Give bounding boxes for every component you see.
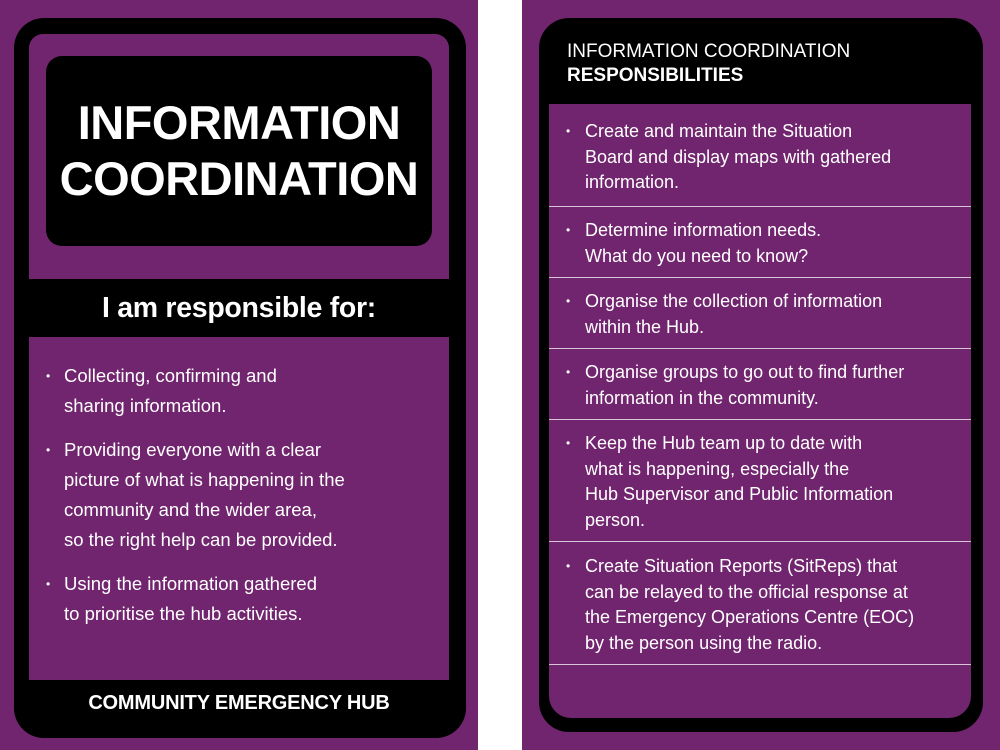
list-item-line: information. (585, 172, 680, 193)
list-item-line: community and the wider area, (64, 499, 317, 520)
list-item-line: the Emergency Operations Centre (EOC) (585, 607, 915, 628)
list-item-text (585, 119, 891, 196)
role-title-box (46, 56, 432, 246)
bullet-icon: • (566, 294, 571, 308)
role-title-line-1: INFORMATION (77, 96, 401, 149)
list-item (549, 420, 971, 542)
list-item (549, 542, 971, 665)
list-item-line: so the right help can be provided. (64, 529, 338, 550)
list-item-text (585, 554, 914, 656)
list-item-line: Organise groups to go out to find further (585, 362, 905, 382)
list-item (549, 349, 971, 420)
responsibilities-panel (549, 104, 971, 718)
list-item-text (585, 431, 893, 533)
responsible-heading-band (29, 279, 449, 337)
list-item (46, 361, 441, 421)
list-item-line: sharing information. (64, 395, 227, 416)
list-item-line: within the Hub. (585, 316, 705, 337)
list-item-line: to prioritise the hub activities. (64, 603, 303, 624)
list-item (549, 104, 971, 207)
list-item-line: by the person using the radio. (585, 632, 823, 653)
role-title-line-2: COORDINATION (59, 152, 419, 205)
list-item-line: what is happening, especially the (585, 458, 850, 479)
bullet-icon: • (566, 365, 571, 379)
responsibility-summary-list (46, 361, 441, 643)
list-item-line: Determine information needs. (585, 220, 822, 240)
list-item-line: Hub Supervisor and Public Information (585, 484, 894, 505)
list-item-line: can be relayed to the official response at (585, 581, 908, 602)
bullet-icon: • (566, 124, 571, 138)
footer-label: COMMUNITY EMERGENCY HUB (88, 691, 390, 714)
bullet-icon: • (566, 223, 571, 237)
header-role-name: INFORMATION COORDINATION (567, 41, 851, 62)
list-item-line: Create and maintain the Situation (585, 121, 853, 141)
list-item-line: Create Situation Reports (SitReps) that (585, 556, 898, 576)
list-item (46, 569, 441, 629)
list-item-line: picture of what is happening in the (64, 469, 345, 490)
list-item-line: • Providing everyone with a clear (64, 439, 322, 460)
right-card-header (567, 40, 967, 88)
list-item-line: Organise the collection of information (585, 291, 883, 311)
bullet-icon: • (566, 436, 571, 450)
header-responsibilities-label: RESPONSIBILITIES (567, 65, 744, 86)
list-item-line: What do you need to know? (585, 245, 809, 266)
list-item-line: • Using the information gathered (64, 573, 317, 594)
list-item-text (585, 218, 821, 269)
bullet-icon: • (566, 559, 571, 573)
list-item (46, 435, 441, 555)
list-item-line: • Collecting, confirming and (64, 365, 277, 386)
list-item (549, 207, 971, 278)
list-item-line: Keep the Hub team up to date with (585, 433, 863, 453)
list-item-text (585, 360, 904, 411)
list-item-line: person. (585, 509, 646, 530)
card-footer (29, 682, 449, 724)
list-item (549, 278, 971, 349)
list-item-text (585, 289, 882, 340)
list-item-line: information in the community. (585, 387, 819, 408)
list-item-line: Board and display maps with gathered (585, 146, 892, 167)
responsible-heading: I am responsible for: (101, 291, 376, 324)
